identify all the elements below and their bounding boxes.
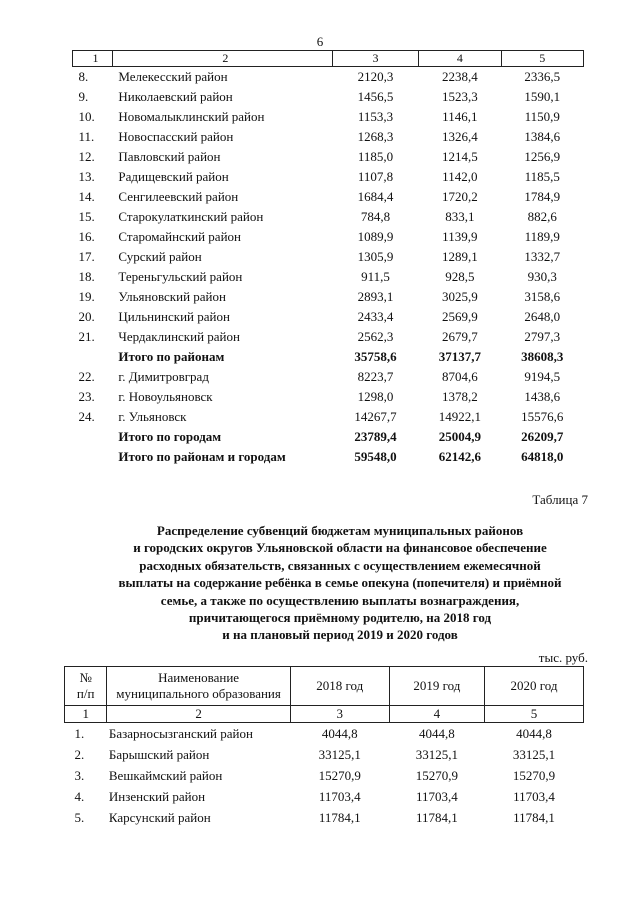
value-2020: 11703,4: [513, 788, 555, 804]
column-number: 4: [419, 51, 501, 67]
value-2018: 4044,8: [321, 725, 358, 741]
title-line: Распределение субвенций бюджетам муниципальных районов: [156, 523, 524, 538]
municipality-name: Итого по районам и городам: [118, 449, 286, 464]
value-2019: 928,5: [445, 269, 475, 284]
value-2020: 38608,3: [521, 349, 564, 364]
table-row: [73, 407, 584, 427]
column-number: 3: [332, 51, 418, 67]
row-number: 12.: [78, 149, 95, 164]
value-2020: 2648,0: [524, 309, 561, 324]
value-2019: 1523,3: [441, 89, 478, 104]
value-2018: 2433,4: [357, 309, 394, 324]
title-line: и на плановый период 2019 и 2020 годов: [222, 627, 458, 643]
title-line: и городских округов Ульяновской области на финансовое обеспечение: [133, 540, 547, 556]
municipality-name: Сенгилеевский район: [118, 189, 239, 204]
units-label: тыс. руб.: [538, 650, 588, 665]
value-2019: 1326,4: [441, 129, 478, 144]
value-2019: 2569,9: [441, 309, 478, 324]
municipality-name: г. Ульяновск: [118, 409, 187, 424]
row-number: 17.: [78, 249, 95, 264]
row-number: 5.: [74, 809, 85, 825]
value-2018: 35758,6: [354, 349, 397, 364]
value-2020: 26209,7: [521, 429, 564, 444]
column-number: 5: [484, 706, 583, 723]
value-2018: 1268,3: [357, 129, 394, 144]
table-row: [73, 207, 584, 227]
row-number: 2.: [74, 746, 85, 762]
column-number: 2: [112, 51, 332, 67]
header-name: Наименование муниципального образования: [107, 667, 290, 706]
value-2018: 784,8: [360, 209, 391, 224]
column-number: 1: [65, 706, 107, 723]
title-line: расходных обязательств, связанных с осуществлением ежемесячной: [139, 557, 541, 573]
value-2018: 1089,9: [357, 229, 394, 244]
title-line: семье, а также по осуществлению выплаты вознаграждения,: [160, 592, 520, 608]
value-2019: 33125,1: [415, 746, 458, 762]
value-2018: 1107,8: [357, 169, 394, 184]
table-row: [73, 67, 584, 88]
municipality-name: Новомалыклинский район: [118, 109, 265, 124]
value-2019: 1378,2: [441, 389, 478, 404]
value-2018: 11703,4: [318, 788, 361, 804]
municipality-name: Николаевский район: [118, 89, 233, 104]
value-2020: 1438,6: [524, 389, 561, 404]
value-2020: 4044,8: [516, 725, 552, 741]
page-number: 6: [316, 34, 324, 49]
total-row: [73, 447, 584, 467]
row-number: 22.: [78, 369, 95, 384]
municipality-name: Итого по районам: [118, 349, 225, 364]
row-number: [73, 447, 113, 467]
value-2020: 882,6: [527, 209, 557, 224]
column-number-row: [65, 706, 584, 723]
table-row: [73, 247, 584, 267]
table-row: [73, 307, 584, 327]
value-2019: 1139,9: [442, 229, 478, 244]
column-number-row: [73, 51, 584, 67]
value-2018: 911,5: [361, 269, 390, 284]
row-number: 16.: [78, 229, 95, 244]
value-2018: 8223,7: [357, 369, 394, 384]
value-2020: 930,3: [527, 269, 557, 284]
row-number: 13.: [78, 169, 95, 184]
row-number: 1.: [74, 725, 85, 741]
row-number: 8.: [78, 69, 89, 84]
value-2019: 15270,9: [415, 767, 458, 783]
row-number: 19.: [78, 289, 95, 304]
value-2019: 1146,1: [442, 109, 478, 124]
municipality-name: Павловский район: [118, 149, 221, 164]
table-row: [73, 147, 584, 167]
row-number: 3.: [74, 767, 85, 783]
table-row: [65, 744, 584, 765]
value-2018: 1298,0: [357, 389, 394, 404]
municipality-name: Базарносызганский район: [108, 725, 253, 741]
value-2018: 1684,4: [357, 189, 394, 204]
row-number: 18.: [78, 269, 95, 284]
column-number: 4: [389, 706, 484, 723]
value-2020: 15270,9: [512, 767, 556, 783]
municipality-name: Старомайнский район: [118, 229, 241, 244]
value-2019: 1142,0: [442, 169, 478, 184]
municipality-name: Мелекесский район: [118, 69, 228, 84]
municipality-name: Новоспасский район: [118, 129, 234, 144]
subvention-table-continued: [72, 50, 584, 467]
column-number: 2: [107, 706, 290, 723]
column-number: 5: [501, 51, 583, 67]
value-2020: 1150,9: [524, 109, 560, 124]
municipality-name: Старокулаткинский район: [118, 209, 264, 224]
value-2020: 1256,9: [524, 149, 561, 164]
municipality-name: Сурский район: [118, 249, 202, 264]
value-2020: 1590,1: [524, 89, 561, 104]
table-row: [73, 107, 584, 127]
row-number: 14.: [78, 189, 95, 204]
municipality-name: Радищевский район: [118, 169, 229, 184]
value-2020: 1784,9: [524, 189, 561, 204]
municipality-name: Барышский район: [108, 746, 210, 762]
table-row: [73, 187, 584, 207]
value-2019: 2238,4: [441, 69, 478, 84]
value-2019: 25004,9: [438, 429, 481, 444]
value-2020: 33125,1: [512, 746, 556, 762]
value-2020: 15576,6: [521, 409, 564, 424]
table-row: [73, 367, 584, 387]
value-2019: 2679,7: [441, 329, 478, 344]
value-2020: 2797,3: [524, 329, 561, 344]
table-row: [73, 287, 584, 307]
table-row: [73, 267, 584, 287]
table-row: [65, 765, 584, 786]
value-2018: 11784,1: [318, 809, 361, 825]
value-2018: 1153,3: [357, 109, 394, 124]
value-2020: 1384,6: [524, 129, 561, 144]
municipality-name: Итого по городам: [118, 429, 222, 444]
value-2020: 2336,5: [524, 69, 561, 84]
value-2018: 23789,4: [354, 429, 397, 444]
municipality-name: г. Новоульяновск: [118, 389, 213, 404]
header-2019: 2019 год: [389, 667, 484, 706]
value-2019: 1720,2: [441, 189, 478, 204]
municipality-name: г. Димитровград: [118, 369, 209, 384]
value-2018: 2120,3: [357, 69, 394, 84]
row-number: 24.: [78, 409, 95, 424]
value-2019: 11784,1: [415, 809, 458, 825]
row-number: [73, 427, 113, 447]
subvention-table-7: [64, 666, 584, 828]
municipality-name: Инзенский район: [108, 788, 206, 804]
table-title: [60, 522, 620, 644]
value-2020: 3158,6: [524, 289, 561, 304]
table-row: [73, 387, 584, 407]
municipality-name: Вешкаймский район: [108, 767, 223, 783]
row-number: 23.: [78, 389, 95, 404]
row-number: 9.: [78, 89, 89, 104]
value-2019: 1289,1: [441, 249, 478, 264]
value-2020: 1332,7: [524, 249, 561, 264]
header-2020: 2020 год: [484, 667, 583, 706]
title-line: выплаты на содержание ребёнка в семье опекуна (попечителя) и приёмной: [118, 575, 562, 591]
value-2018: 14267,7: [354, 409, 397, 424]
value-2018: 1305,9: [357, 249, 394, 264]
value-2019: 3025,9: [441, 289, 478, 304]
municipality-name: Чердаклинский район: [118, 329, 240, 344]
row-number: 15.: [78, 209, 95, 224]
table-row: [73, 227, 584, 247]
row-number: 21.: [78, 329, 95, 344]
table-row: [65, 786, 584, 807]
row-number: 11.: [78, 129, 95, 144]
title-line: причитающегося приёмному родителю, на 2018 год: [188, 610, 492, 626]
municipality-name: Тереньгульский район: [118, 269, 243, 284]
municipality-name: Ульяновский район: [118, 289, 226, 304]
value-2019: 62142,6: [438, 449, 481, 464]
value-2019: 8704,6: [441, 369, 478, 384]
value-2018: 15270,9: [318, 767, 361, 783]
value-2020: 64818,0: [521, 449, 564, 464]
value-2020: 1185,5: [524, 169, 560, 184]
value-2019: 37137,7: [438, 349, 481, 364]
table-row: [73, 327, 584, 347]
value-2019: 4044,8: [418, 725, 455, 741]
header-row: [65, 667, 584, 706]
value-2018: 59548,0: [354, 449, 397, 464]
table-row: [73, 127, 584, 147]
row-number: [73, 347, 113, 367]
municipality-name: Цильнинский район: [118, 309, 230, 324]
value-2018: 2562,3: [357, 329, 394, 344]
table-row: [73, 87, 584, 107]
value-2018: 1456,5: [357, 89, 394, 104]
value-2018: 33125,1: [318, 746, 361, 762]
value-2020: 9194,5: [524, 369, 561, 384]
value-2019: 14922,1: [438, 409, 481, 424]
header-2018: 2018 год: [290, 667, 389, 706]
value-2018: 2893,1: [357, 289, 394, 304]
column-number: 3: [290, 706, 389, 723]
table-row: [73, 167, 584, 187]
header-number: № п/п: [65, 667, 107, 706]
row-number: 10.: [78, 109, 95, 124]
row-number: 4.: [74, 788, 85, 804]
total-row: [73, 347, 584, 367]
value-2019: 1214,5: [441, 149, 478, 164]
table-row: [65, 723, 584, 745]
value-2018: 1185,0: [357, 149, 394, 164]
value-2020: 1189,9: [524, 229, 560, 244]
column-number: 1: [73, 51, 113, 67]
total-row: [73, 427, 584, 447]
value-2019: 11703,4: [415, 788, 458, 804]
municipality-name: Карсунский район: [108, 809, 211, 825]
table-row: [65, 807, 584, 828]
value-2019: 833,1: [445, 209, 475, 224]
table-label: Таблица 7: [532, 492, 588, 507]
row-number: 20.: [78, 309, 95, 324]
value-2020: 11784,1: [513, 809, 555, 825]
